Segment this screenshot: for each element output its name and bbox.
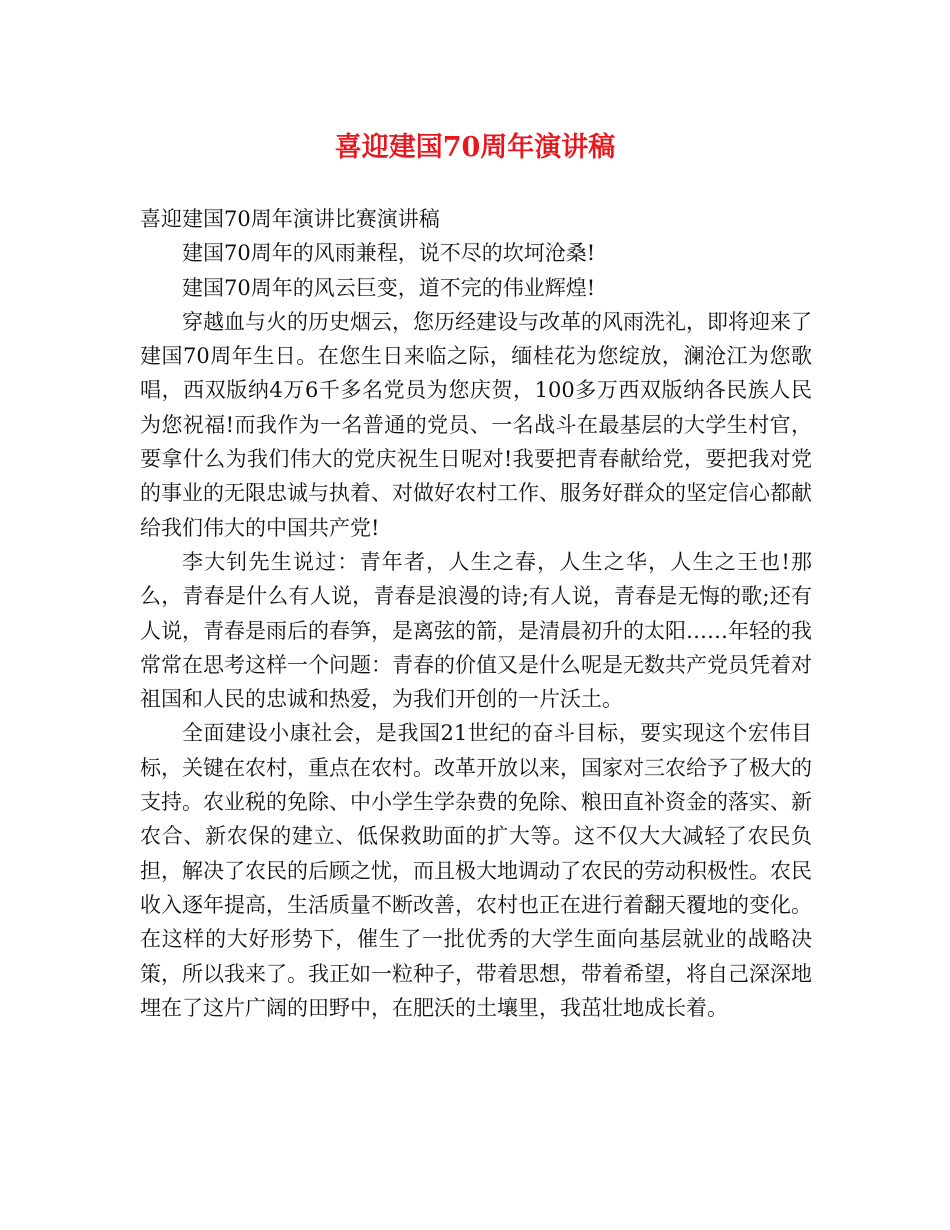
paragraph: 穿越血与火的历史烟云，您历经建设与改革的风雨洗礼，即将迎来了建国70周年生日。在您生日来临之际，缅桂花为您绽放，澜沧江为您歌唱，西双版纳4万6千多名党员为您庆贺，100多万西双版纳各民族人民为您祝福!而我作为一名普通的党员、一名战斗在最基层的大学生村官，要拿什么为我们伟大的党庆祝生日呢对!我要把青春献给党，要把我对党的事业的无限忠诚与执着、对做好农村工作、服务好群众的坚定信心都献给我们伟大的中国共产党! [140, 309, 812, 540]
document-subtitle: 喜迎建国70周年演讲比赛演讲稿 [140, 207, 440, 231]
paragraph: 李大钊先生说过：青年者，人生之春，人生之华，人生之王也!那么，青春是什么有人说，青春是浪漫的诗;有人说，青春是无悔的歌;还有人说，青春是雨后的春笋，是离弦的箭，是清晨初升的太阳……年轻的我常常在思考这样一个问题：青春的价值又是什么呢是无数共产党员凭着对祖国和人民的忠诚和热爱，为我们开创的一片沃土。 [140, 549, 812, 712]
paragraph: 全面建设小康社会，是我国21世纪的奋斗目标，要实现这个宏伟目标，关键在农村，重点在农村。改革开放以来，国家对三农给予了极大的支持。农业税的免除、中小学生学杂费的免除、粮田直补资金的落实、新农合、新农保的建立、低保救助面的扩大等。这不仅大大减轻了农民负担，解决了农民的后顾之忧，而且极大地调动了农民的劳动积极性。农民收入逐年提高，生活质量不断改善，农村也正在进行着翻天覆地的变化。在这样的大好形势下，催生了一批优秀的大学生面向基层就业的战略决策，所以我来了。我正如一粒种子，带着思想，带着希望，将自己深深地埋在了这片广阔的田野中，在肥沃的土壤里，我茁壮地成长着。 [140, 721, 812, 1020]
document-title: 喜迎建国70周年演讲稿 [334, 132, 616, 163]
paragraph: 建国70周年的风雨兼程，说不尽的坎坷沧桑! [182, 241, 596, 266]
document-body [140, 202, 812, 1025]
paragraph: 建国70周年的风云巨变，道不完的伟业辉煌! [182, 275, 596, 300]
